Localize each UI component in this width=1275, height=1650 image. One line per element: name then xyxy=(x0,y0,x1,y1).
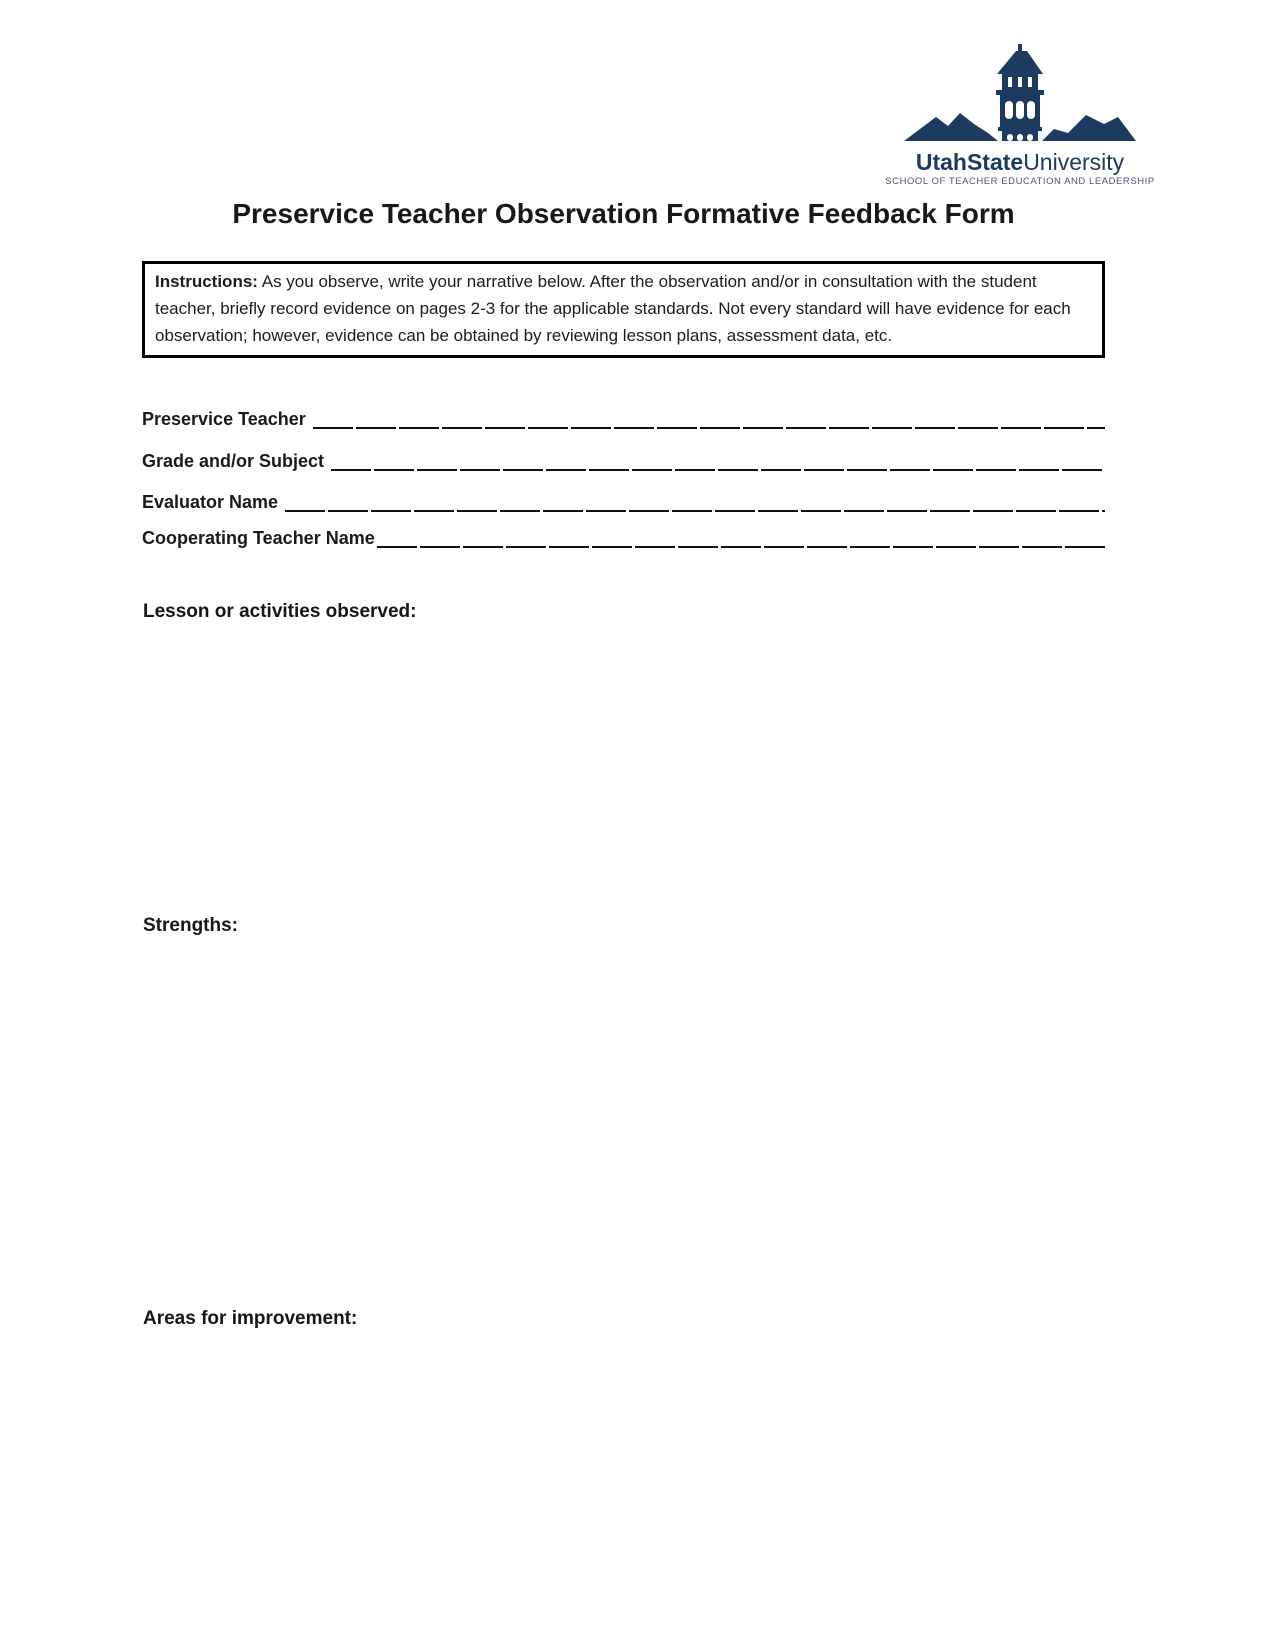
old-main-tower-mountains-icon xyxy=(880,44,1160,148)
grade-subject-blank-line xyxy=(331,468,1105,471)
usu-logo xyxy=(880,44,1160,187)
instructions-text: As you observe, write your narrative below. After the observation and/or in consultation with the student teacher, briefly record evidence on pages 2-3 for the applicable standards. Not every standard will have evidence for each observation; however, evidence can be obtained by reviewing lesson plans, assessment data, etc. xyxy=(155,272,1071,345)
grade-subject-label: Grade and/or Subject xyxy=(142,451,325,471)
instructions-box xyxy=(142,261,1105,358)
cooperating-teacher-blank-line xyxy=(377,545,1105,548)
evaluator-name-label: Evaluator Name xyxy=(142,492,279,512)
logo-wordmark xyxy=(880,149,1160,175)
field-row-cooperating-teacher xyxy=(142,523,1105,549)
field-row-grade-subject xyxy=(142,446,1105,472)
page-title: Preservice Teacher Observation Formative Feedback Form xyxy=(232,198,1015,229)
section-label-lesson-observed: Lesson or activities observed: xyxy=(143,601,417,622)
field-row-preservice-teacher xyxy=(142,404,1105,430)
logo-wordmark-bold: UtahState xyxy=(915,149,1024,175)
instructions-label: Instructions: xyxy=(155,272,258,291)
logo-tagline: SCHOOL OF TEACHER EDUCATION AND LEADERSHIP xyxy=(885,176,1155,187)
section-label-strengths: Strengths: xyxy=(143,915,238,936)
preservice-teacher-label: Preservice Teacher xyxy=(142,409,306,429)
section-label-areas-improvement: Areas for improvement: xyxy=(143,1308,358,1329)
logo-wordmark-light: University xyxy=(1023,149,1125,175)
evaluator-name-blank-line xyxy=(285,509,1105,512)
preservice-teacher-blank-line xyxy=(313,426,1105,429)
field-row-evaluator-name xyxy=(142,487,1105,513)
cooperating-teacher-label: Cooperating Teacher Name xyxy=(142,528,375,548)
